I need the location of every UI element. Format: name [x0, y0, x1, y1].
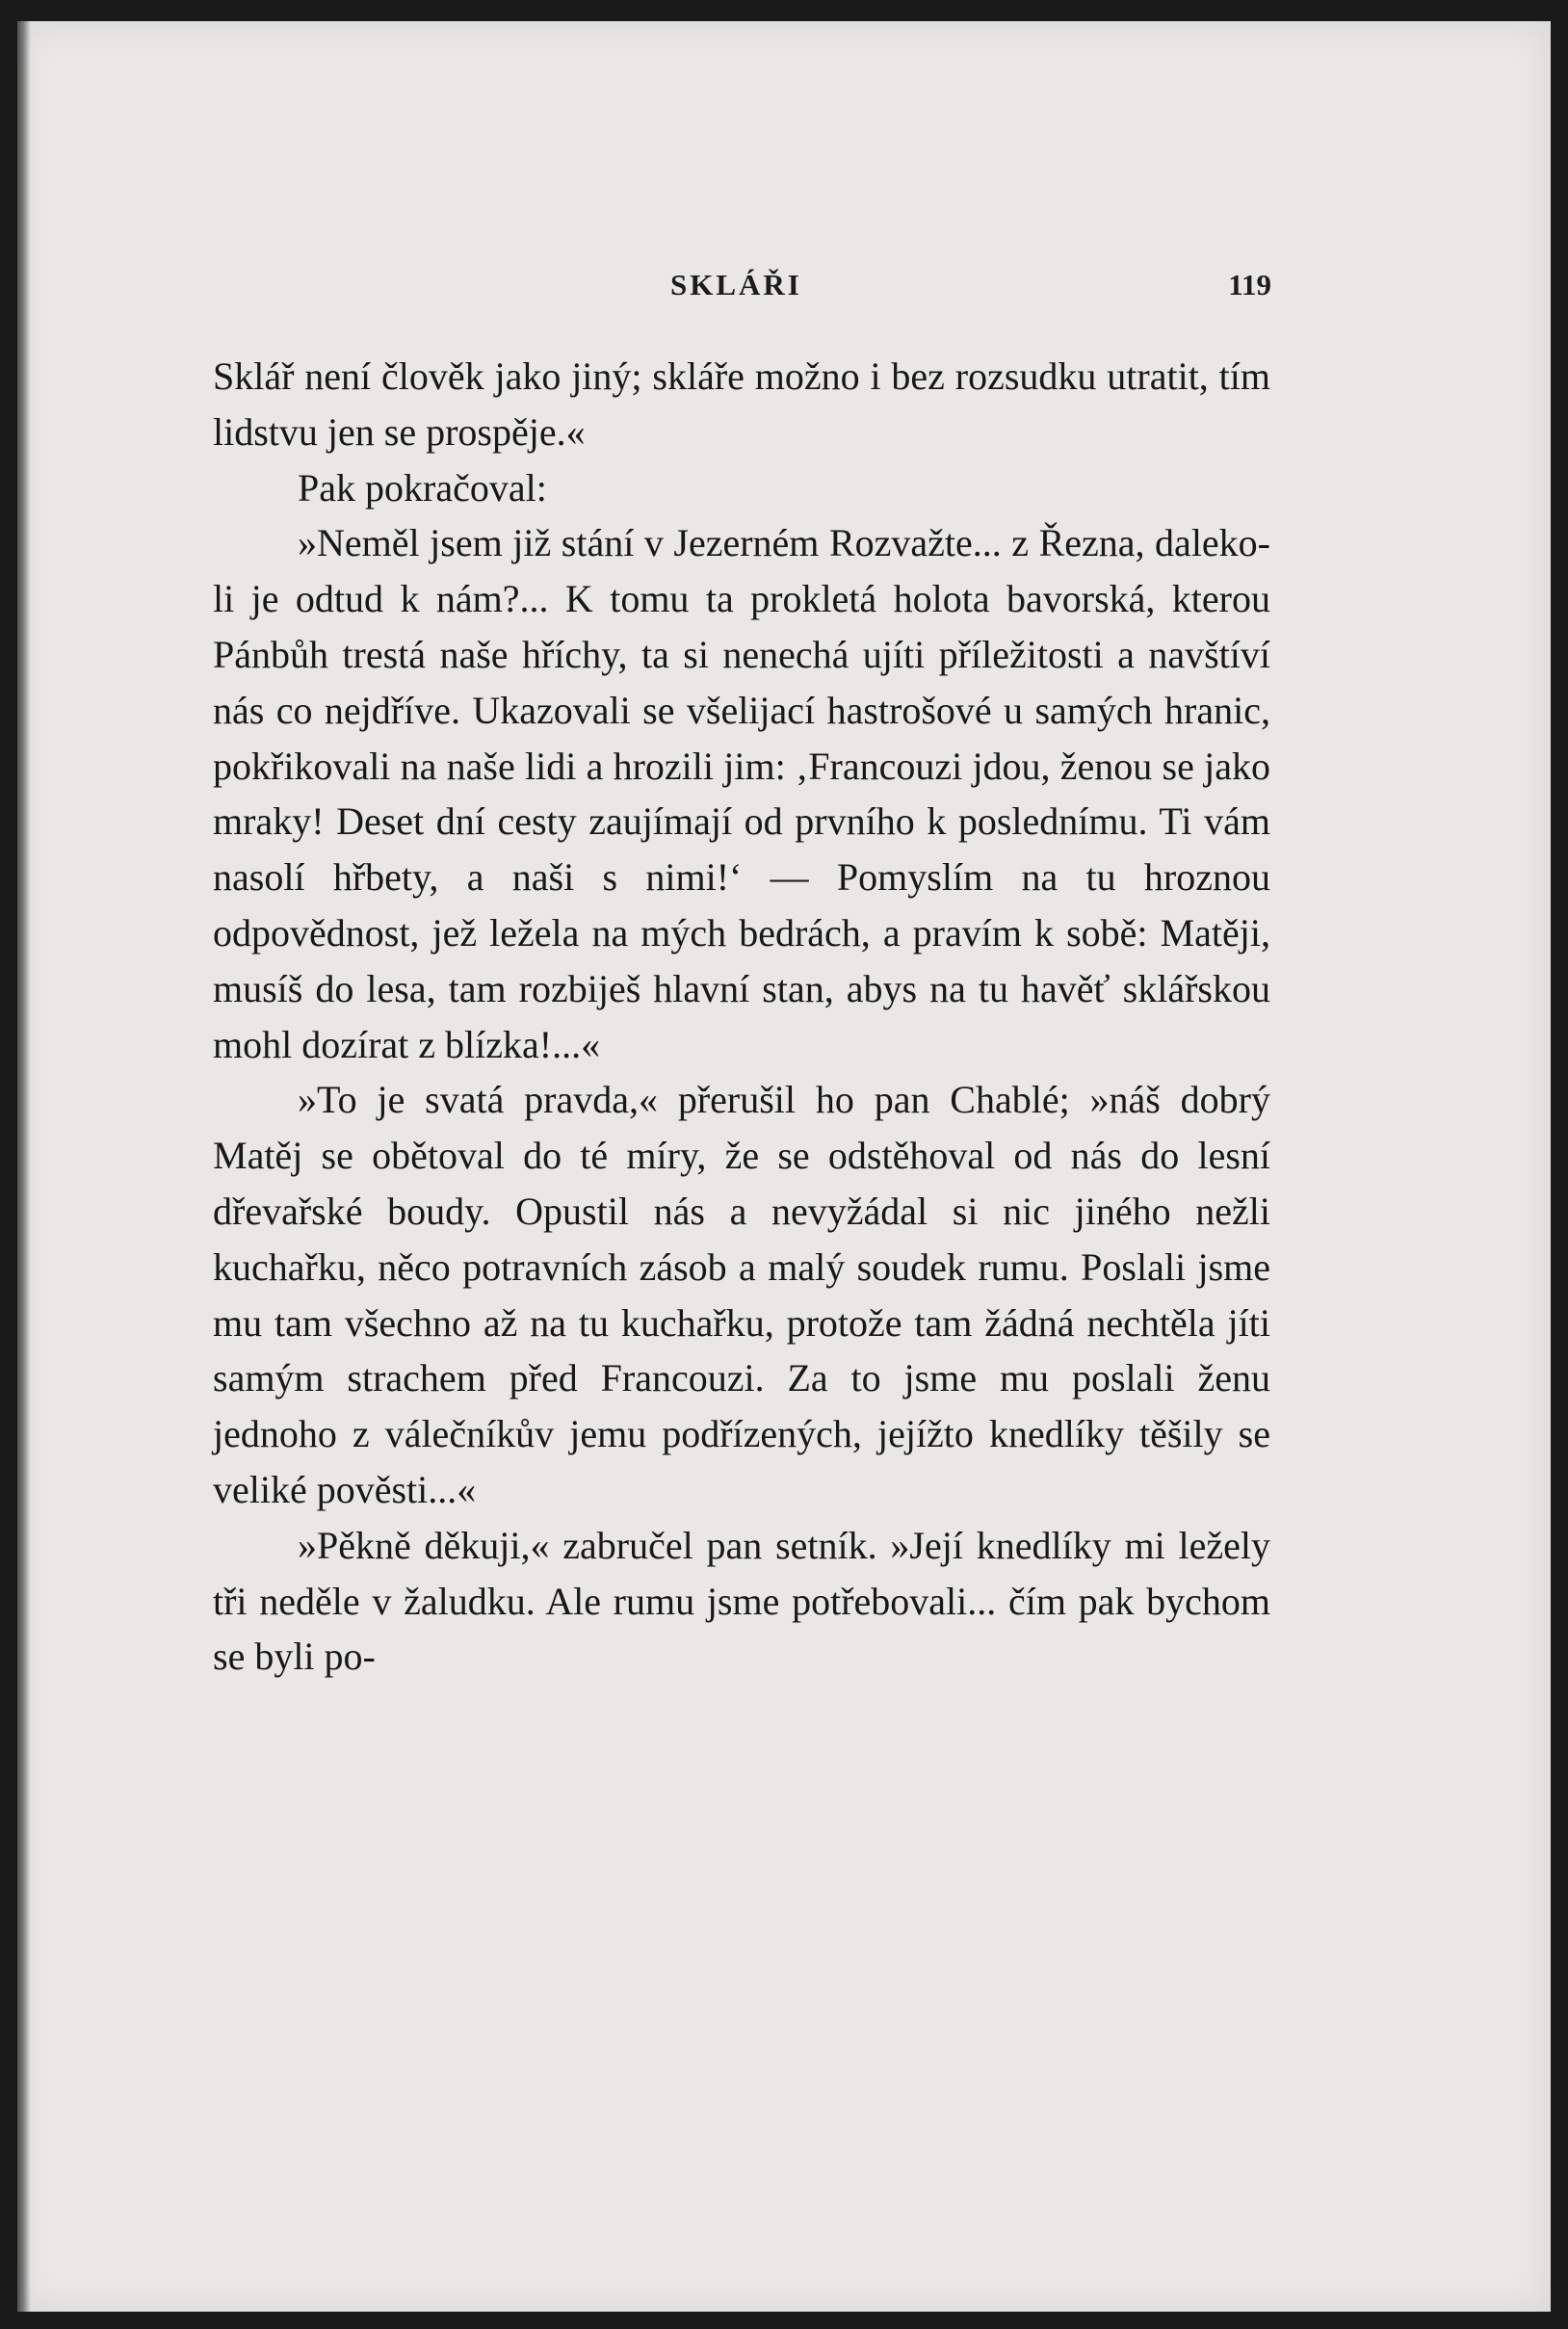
paragraph: Sklář není člověk jako jiný; skláře možno i bez rozsudku utratit, tím lidstvu jen se prospěje.«: [213, 354, 1270, 454]
running-title: SKLÁŘI: [670, 268, 802, 301]
book-page: [17, 21, 1551, 2312]
paragraph: »To je svatá pravda,« přerušil ho pan Chablé; »náš dobrý Matěj se obětoval do té míry, že se odstěhoval od nás do lesní dřevařské boudy. Opustil nás a nevyžádal si nic jiného nežli kuchařku, něco potravních zásob a malý soudek rumu. Poslali jsme mu tam všechno až na tu kuchařku, protože tam žádná nechtěla jíti samým strachem před Francouzi. Za to jsme mu poslali ženu jednoho z válečníkův jemu podřízených, jejížto knedlíky těšily se veliké pověsti...«: [213, 1078, 1270, 1511]
paragraph: »Pěkně děkuji,« zabručel pan setník. »Její knedlíky mi ležely tři neděle v žaludku. Ale rumu jsme potřebovali... čím pak bychom se byli po-: [213, 1523, 1270, 1679]
page-number: 119: [1228, 268, 1271, 301]
running-head: [202, 260, 1271, 308]
body-text: [213, 349, 1270, 1685]
page-gutter-shadow: [17, 21, 31, 2312]
paragraph: »Neměl jsem již stání v Jezerném Rozvažte... z Řezna, daleko-li je odtud k nám?... K tomu ta prokletá holota bavorská, kterou Pánbůh trestá naše hříchy, ta si nenechá ujíti příležitosti a navštíví nás co nejdříve. Ukazovali se všelijací hastrošové u samých hranic, pokřikovali na naše lidi a hrozili jim: ‚Francouzi jdou, ženou se jako mraky! Deset dní cesty zaujímají od prvního k poslednímu. Ti vám nasolí hřbety, a naši s nimi!‘ — Pomyslím na tu hroznou odpovědnost, jež ležela na mých bedrách, a pravím k sobě: Matěji, musíš do lesa, tam rozbiješ hlavní stan, abys na tu havěť sklářskou mohl dozírat z blízka!...«: [213, 521, 1270, 1066]
paragraph: Pak pokračoval:: [298, 465, 547, 510]
